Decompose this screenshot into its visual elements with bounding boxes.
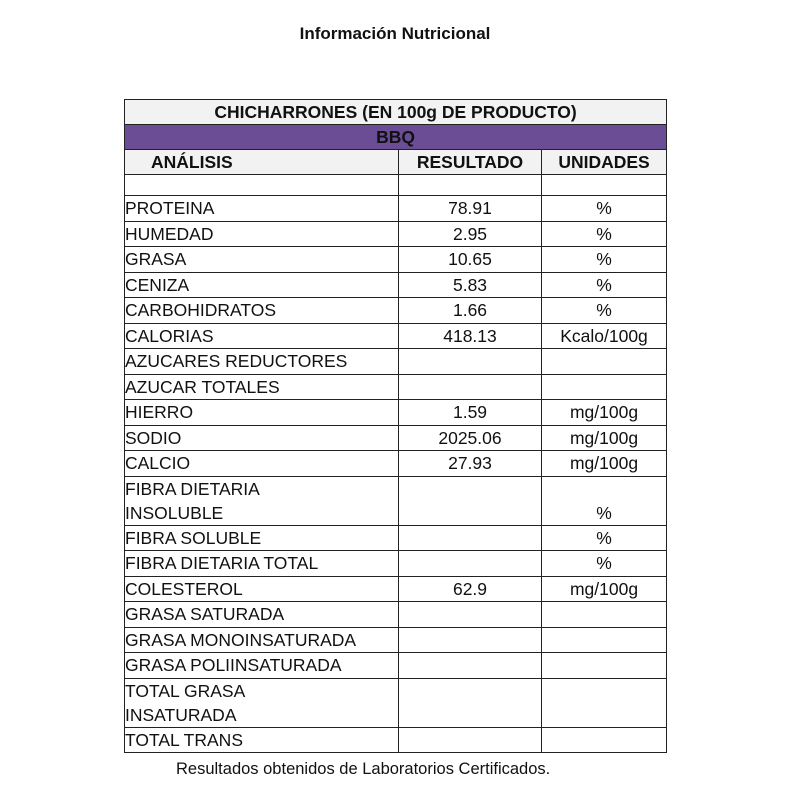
analysis-name-line: HIERRO bbox=[125, 402, 194, 423]
analysis-name-line: AZUCAR TOTALES bbox=[125, 376, 280, 397]
result-value bbox=[399, 678, 542, 727]
analysis-name-line: CALORIAS bbox=[125, 325, 214, 346]
unit-value: Kcalo/100g bbox=[542, 323, 667, 349]
analysis-name-line: CARBOHIDRATOS bbox=[125, 300, 277, 321]
result-value bbox=[399, 727, 542, 753]
unit-value: % bbox=[542, 247, 667, 273]
result-value bbox=[399, 525, 542, 551]
unit-value bbox=[542, 678, 667, 727]
analysis-name-line: PROTEINA bbox=[125, 198, 215, 219]
unit-value bbox=[542, 374, 667, 400]
analysis-name bbox=[125, 653, 399, 679]
table-row bbox=[125, 221, 667, 247]
result-value bbox=[399, 349, 542, 375]
product-title-row bbox=[125, 100, 667, 125]
unit-value bbox=[542, 349, 667, 375]
product-title: CHICHARRONES (EN 100g DE PRODUCTO) bbox=[125, 100, 667, 125]
table-row bbox=[125, 525, 667, 551]
footnote: Resultados obtenidos de Laboratorios Certificados. bbox=[176, 760, 551, 778]
empty-cell bbox=[399, 175, 542, 196]
analysis-name bbox=[125, 374, 399, 400]
result-value bbox=[399, 653, 542, 679]
analysis-name-line: FIBRA DIETARIA TOTAL bbox=[125, 553, 319, 574]
analysis-name bbox=[125, 323, 399, 349]
table-row bbox=[125, 349, 667, 375]
analysis-name-line: FIBRA DIETARIA bbox=[125, 478, 260, 499]
table-row bbox=[125, 653, 667, 679]
unit-value: % bbox=[542, 298, 667, 324]
result-value: 78.91 bbox=[399, 196, 542, 222]
table-row bbox=[125, 451, 667, 477]
analysis-name bbox=[125, 451, 399, 477]
result-value: 5.83 bbox=[399, 272, 542, 298]
table-row bbox=[125, 678, 667, 727]
result-value: 1.59 bbox=[399, 400, 542, 426]
unit-value: % bbox=[542, 272, 667, 298]
result-value: 10.65 bbox=[399, 247, 542, 273]
table-row bbox=[125, 196, 667, 222]
analysis-name bbox=[125, 400, 399, 426]
unit-value: % bbox=[542, 476, 667, 525]
table-row bbox=[125, 425, 667, 451]
unit-value: mg/100g bbox=[542, 425, 667, 451]
unit-value: mg/100g bbox=[542, 576, 667, 602]
table-row bbox=[125, 551, 667, 577]
analysis-name-line: GRASA MONOINSATURADA bbox=[125, 629, 357, 650]
table-row bbox=[125, 298, 667, 324]
table-row bbox=[125, 476, 667, 525]
nutrition-table bbox=[124, 99, 667, 753]
analysis-name bbox=[125, 272, 399, 298]
analysis-name bbox=[125, 551, 399, 577]
analysis-name bbox=[125, 221, 399, 247]
analysis-name bbox=[125, 298, 399, 324]
column-header-units: UNIDADES bbox=[542, 150, 667, 175]
empty-row bbox=[125, 175, 667, 196]
analysis-name-line: TOTAL GRASA bbox=[125, 680, 246, 701]
result-value: 1.66 bbox=[399, 298, 542, 324]
unit-value: mg/100g bbox=[542, 400, 667, 426]
analysis-name bbox=[125, 678, 399, 727]
analysis-name bbox=[125, 476, 399, 525]
result-value bbox=[399, 627, 542, 653]
analysis-name-line: GRASA POLIINSATURADA bbox=[125, 655, 342, 676]
unit-value: mg/100g bbox=[542, 451, 667, 477]
table-row bbox=[125, 627, 667, 653]
table-row bbox=[125, 323, 667, 349]
empty-cell bbox=[542, 175, 667, 196]
analysis-name bbox=[125, 247, 399, 273]
result-value bbox=[399, 476, 542, 525]
unit-value: % bbox=[542, 196, 667, 222]
table-row bbox=[125, 247, 667, 273]
unit-value bbox=[542, 727, 667, 753]
column-header-result: RESULTADO bbox=[399, 150, 542, 175]
result-value bbox=[399, 602, 542, 628]
analysis-name-line: CALCIO bbox=[125, 453, 191, 474]
table-row bbox=[125, 374, 667, 400]
table-row bbox=[125, 272, 667, 298]
analysis-name bbox=[125, 576, 399, 602]
column-header-analysis: ANÁLISIS bbox=[125, 150, 399, 175]
variant-label: BBQ bbox=[125, 125, 667, 150]
analysis-name-line: CENIZA bbox=[125, 274, 190, 295]
result-value: 2025.06 bbox=[399, 425, 542, 451]
header-row bbox=[125, 150, 667, 175]
unit-value bbox=[542, 627, 667, 653]
analysis-name-line: FIBRA SOLUBLE bbox=[125, 527, 262, 548]
variant-row bbox=[125, 125, 667, 150]
analysis-name-line: GRASA bbox=[125, 249, 187, 270]
analysis-name-line: GRASA SATURADA bbox=[125, 604, 285, 625]
result-value: 2.95 bbox=[399, 221, 542, 247]
empty-cell bbox=[125, 175, 399, 196]
analysis-name bbox=[125, 349, 399, 375]
analysis-name-line: HUMEDAD bbox=[125, 223, 214, 244]
analysis-name-line: COLESTEROL bbox=[125, 578, 243, 599]
analysis-name-line: INSOLUBLE bbox=[125, 502, 224, 523]
unit-value: % bbox=[542, 221, 667, 247]
analysis-name bbox=[125, 525, 399, 551]
table-row bbox=[125, 576, 667, 602]
result-value: 418.13 bbox=[399, 323, 542, 349]
analysis-name-line: INSATURADA bbox=[125, 704, 237, 725]
unit-value: % bbox=[542, 551, 667, 577]
unit-value bbox=[542, 602, 667, 628]
analysis-name bbox=[125, 602, 399, 628]
table-row bbox=[125, 400, 667, 426]
table-row bbox=[125, 602, 667, 628]
analysis-name bbox=[125, 627, 399, 653]
analysis-name bbox=[125, 727, 399, 753]
result-value: 62.9 bbox=[399, 576, 542, 602]
analysis-name bbox=[125, 196, 399, 222]
unit-value bbox=[542, 653, 667, 679]
analysis-name-line: SODIO bbox=[125, 427, 182, 448]
analysis-name-line: TOTAL TRANS bbox=[125, 729, 243, 750]
result-value bbox=[399, 551, 542, 577]
unit-value: % bbox=[542, 525, 667, 551]
table-row bbox=[125, 727, 667, 753]
result-value bbox=[399, 374, 542, 400]
page-title: Información Nutricional bbox=[299, 24, 491, 43]
analysis-name bbox=[125, 425, 399, 451]
analysis-name-line: AZUCARES REDUCTORES bbox=[125, 351, 348, 372]
result-value: 27.93 bbox=[399, 451, 542, 477]
